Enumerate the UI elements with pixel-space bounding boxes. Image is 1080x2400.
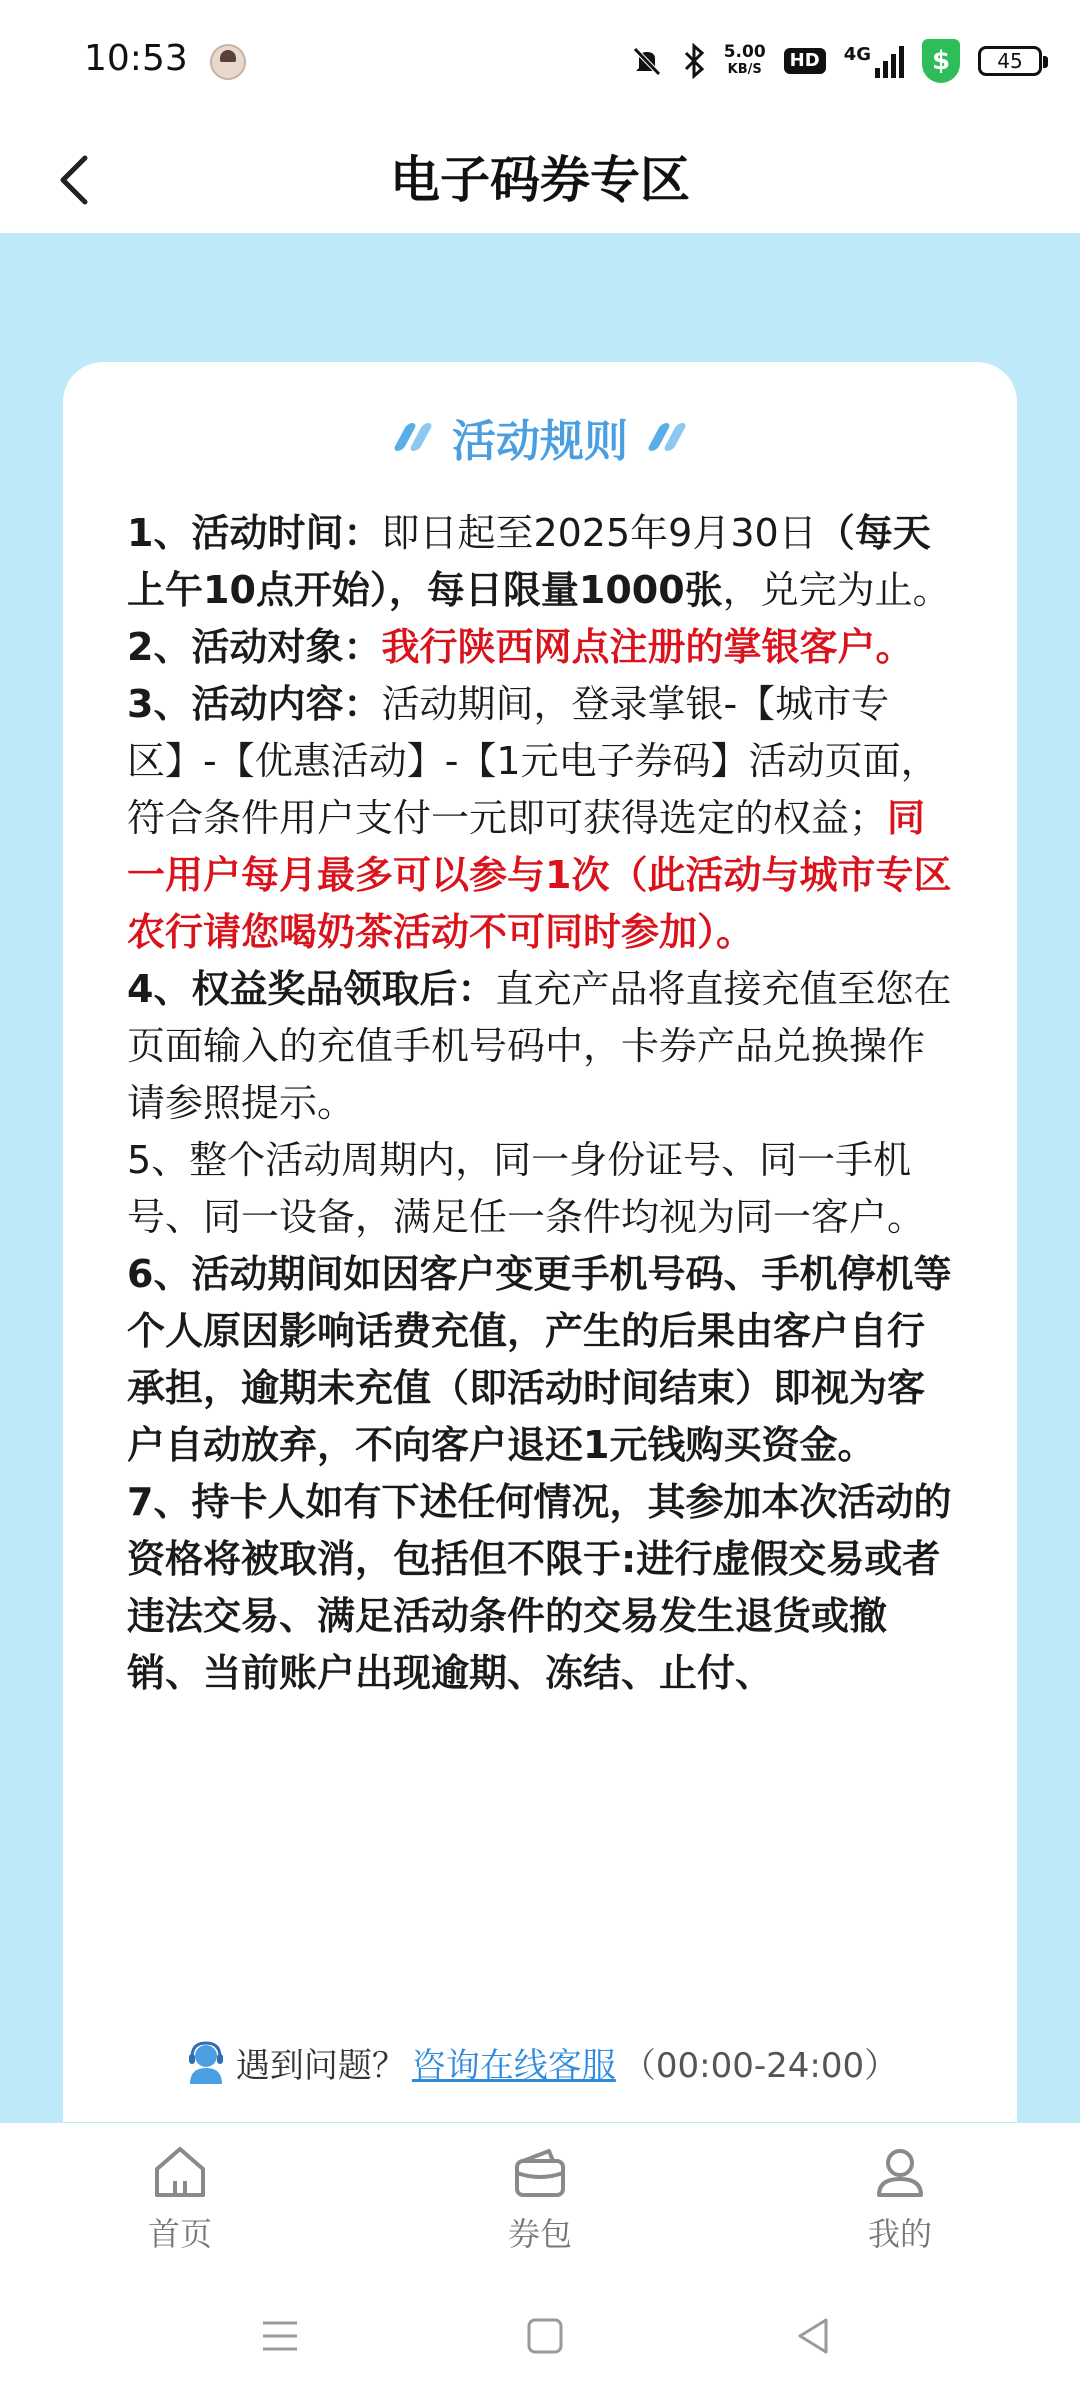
rule-4-text: 直充产品将直接充值至您在页面输入的充值手机号码中，卡券产品兑换操作请参照提示。 xyxy=(127,967,952,1125)
status-time: 10:53 xyxy=(84,38,188,79)
home-square-icon[interactable] xyxy=(520,2311,570,2361)
rule-6-text: 6、活动期间如因客户变更手机号码、手机停机等个人原因影响话费充值，产生的后果由客户自行承担，逾期未充值（即活动时间结束）即视为客户自动放弃，不向客户退还1元钱购买资金。 xyxy=(127,1252,952,1467)
decoration-right-icon xyxy=(647,423,688,451)
rule-2-red: 我行陕西网点注册的掌银客户。 xyxy=(381,625,914,669)
tab-home[interactable] xyxy=(80,2141,280,2255)
speed-unit: KB/S xyxy=(727,62,762,77)
rule-3-red: 同一用户每月最多可以参与1次（此活动与城市专区农行请您喝奶茶活动不可同时参加）。 xyxy=(127,796,952,954)
rule-item-6 xyxy=(127,1246,957,1474)
rule-1-text: 即日起至2025年9月30日 xyxy=(381,511,817,555)
network-type: 4G xyxy=(843,44,871,65)
system-nav-bar xyxy=(0,2273,1080,2400)
coupon-wallet-icon xyxy=(509,2141,571,2203)
battery-level: 45 xyxy=(997,49,1023,73)
rule-3-label: 3、活动内容： xyxy=(127,682,382,726)
rules-card xyxy=(63,362,1017,2122)
help-prefix: 遇到问题？ xyxy=(235,2045,406,2086)
network-speed xyxy=(724,43,766,79)
decoration-left-icon xyxy=(393,423,434,451)
rule-2-label: 2、活动对象： xyxy=(127,625,382,669)
nav-bar xyxy=(0,125,1080,233)
rule-item-4 xyxy=(127,961,957,1132)
avatar-icon xyxy=(210,44,246,80)
security-shield-icon: $ xyxy=(922,39,960,83)
service-hours: （00:00-24:00） xyxy=(621,2045,899,2086)
bottom-tab-bar xyxy=(0,2123,1080,2273)
status-icons xyxy=(630,36,1042,86)
rule-item-3 xyxy=(127,676,957,961)
tab-profile[interactable] xyxy=(800,2141,1000,2255)
home-icon xyxy=(149,2141,211,2203)
rules-body[interactable] xyxy=(127,505,957,1915)
menu-icon[interactable] xyxy=(255,2311,305,2361)
rules-heading xyxy=(63,392,1017,482)
rule-item-7 xyxy=(127,1474,957,1702)
tab-coupon-label: 券包 xyxy=(507,2215,572,2253)
signal-icon xyxy=(844,44,904,78)
rule-1-tail: ，兑完为止。 xyxy=(722,568,951,612)
customer-service-icon xyxy=(182,2038,230,2086)
rule-3-text: 活动期间，登录掌银-【城市专区】-【优惠活动】-【1元电子券码】活动页面，符合条件用户支付一元即可获得选定的权益； xyxy=(127,682,939,840)
status-bar xyxy=(0,0,1080,125)
mute-icon xyxy=(630,44,664,78)
tab-profile-label: 我的 xyxy=(867,2215,932,2253)
rule-5-text: 5、整个活动周期内，同一身份证号、同一手机号、同一设备，满足任一条件均视为同一客户。 xyxy=(127,1138,926,1239)
bluetooth-icon xyxy=(682,43,706,79)
rule-4-label: 4、权益奖品领取后： xyxy=(127,967,496,1011)
rules-title: 活动规则 xyxy=(452,416,628,467)
rule-item-2 xyxy=(127,619,957,676)
speed-value: 5.00 xyxy=(723,42,766,62)
rule-7-text: 7、持卡人如有下述任何情况，其参加本次活动的资格将被取消，包括但不限于:进行虚假交易或者违法交易、满足活动条件的交易发生退货或撤销、当前账户出现逾期、冻结、止付、 xyxy=(127,1480,952,1695)
tab-home-label: 首页 xyxy=(147,2215,212,2253)
rule-1-bold: （每天上午10点开始），每日限量1000张 xyxy=(127,511,931,612)
battery-icon xyxy=(978,46,1042,76)
hd-badge: HD xyxy=(784,48,826,74)
help-line xyxy=(63,2032,1017,2092)
rule-item-5 xyxy=(127,1132,957,1246)
tab-coupon-wallet[interactable] xyxy=(440,2141,640,2255)
rule-item-1 xyxy=(127,505,957,619)
rule-1-label: 1、活动时间： xyxy=(127,511,382,555)
back-triangle-icon[interactable] xyxy=(788,2311,838,2361)
online-service-link[interactable]: 咨询在线客服 xyxy=(411,2045,616,2086)
profile-icon xyxy=(869,2141,931,2203)
page-title: 电子码券专区 xyxy=(390,151,690,209)
